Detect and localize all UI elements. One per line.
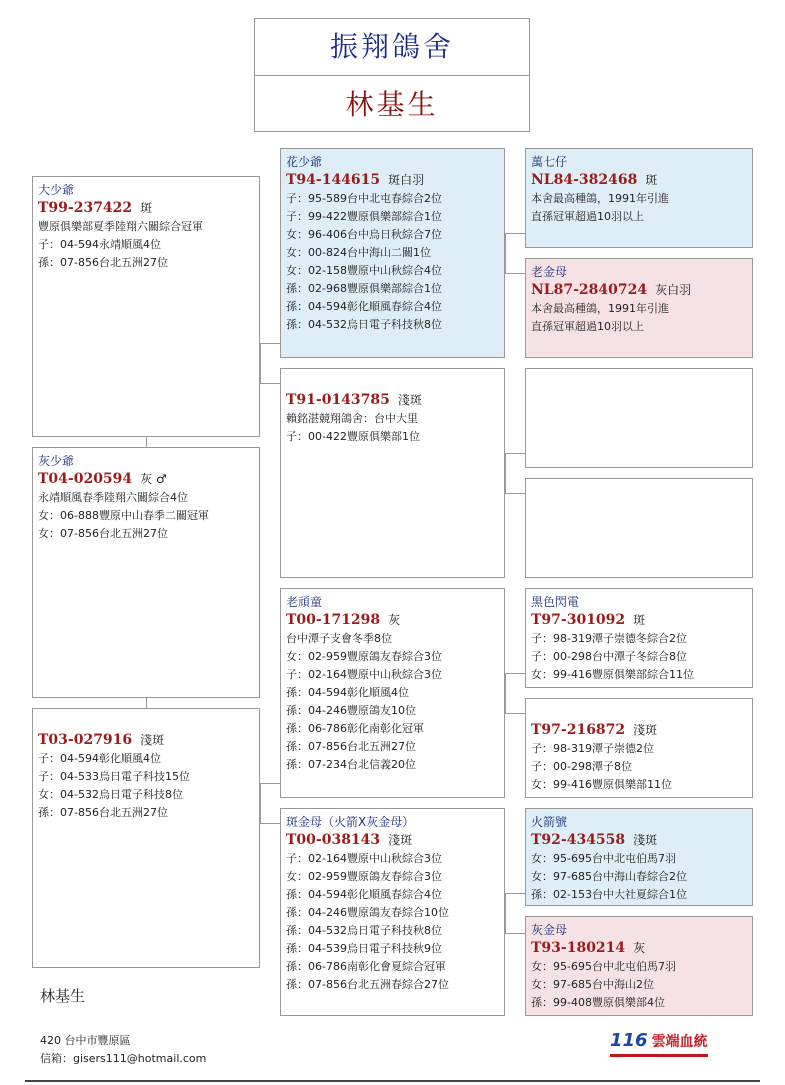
record-line: 女：97-685台中海山春綜合2位 — [531, 870, 687, 883]
record-line: 子：00-298潭子8位 — [531, 760, 632, 773]
record-line: 子：98-319潭子崇德冬綜合2位 — [531, 632, 687, 645]
record-line: 孫：04-594彰化順風春綜合4位 — [286, 888, 442, 901]
plumage-color: 灰白羽 — [655, 283, 692, 297]
connector — [260, 343, 261, 383]
ring-number: NL84-382468 — [531, 172, 638, 188]
bird-card-ggp8 — [525, 916, 753, 1016]
bird-card-ggp6 — [525, 698, 753, 798]
record-line: 孫：07-856台北五洲27位 — [38, 256, 168, 269]
record-line: 女：96-406台中烏日秋綜合7位 — [286, 228, 442, 241]
connector — [505, 893, 506, 933]
ring-number: T97-301092 — [531, 612, 626, 628]
ring-number: T03-027916 — [38, 732, 133, 748]
plumage-color: 淺斑 — [140, 733, 165, 747]
logo-text: 雲端血統 — [651, 1034, 708, 1050]
record-line: 直孫冠軍超過10羽以上 — [531, 210, 644, 223]
record-line: 女：02-158豐原中山秋綜合4位 — [286, 264, 442, 277]
record-line: 孫：99-408豐原俱樂部4位 — [531, 996, 665, 1009]
connector — [505, 713, 525, 714]
record-line: 孫：04-539烏日電子科技秋9位 — [286, 942, 442, 955]
ring-number: T94-144615 — [286, 172, 381, 188]
plumage-color: 淺斑 — [397, 393, 422, 407]
ring-number: NL87-2840724 — [531, 282, 648, 298]
bird-card-ggp3-empty — [525, 368, 753, 468]
brand-logo — [610, 1030, 708, 1051]
record-line: 子：04-594彰化順風4位 — [38, 752, 161, 765]
connector — [505, 673, 525, 674]
connector — [260, 343, 280, 344]
plumage-color: 斑 — [645, 173, 658, 187]
record-line: 孫：04-594彰化順風春綜合4位 — [286, 300, 442, 313]
bird-card-sire-sire — [32, 176, 260, 437]
record-line: 女：02-959豐原鴿友春綜合3位 — [286, 650, 442, 663]
plumage-color: 灰 ♂ — [140, 472, 167, 486]
header-box — [254, 18, 530, 132]
connector — [260, 823, 280, 824]
record-line: 豐原俱樂部夏季陸翔六關綜合冠軍 — [38, 220, 203, 233]
footer-address: 420 台中市豐原區 — [40, 1034, 131, 1047]
record-line: 孫：04-246豐原鴿友春綜合10位 — [286, 906, 449, 919]
ring-number: T92-434558 — [531, 832, 626, 848]
plumage-color: 灰 — [388, 613, 401, 627]
connector — [260, 383, 280, 384]
plumage-color: 淺斑 — [633, 833, 658, 847]
bird-nickname: 老金母 — [531, 265, 568, 279]
ring-number: T91-0143785 — [286, 392, 390, 408]
connector — [146, 698, 147, 708]
record-line: 孫：07-856台北五洲春綜合27位 — [286, 978, 449, 991]
bird-nickname: 灰金母 — [531, 923, 568, 937]
record-line: 本舍最高種鴿，1991年引進 — [531, 192, 669, 205]
record-line: 女：02-959豐原鴿友春綜合3位 — [286, 870, 442, 883]
connector — [505, 453, 525, 454]
connector — [260, 783, 261, 823]
record-line: 孫：04-594彰化順風4位 — [286, 686, 409, 699]
footer-contact — [40, 1032, 206, 1068]
record-line: 子：02-164豐原中山秋綜合3位 — [286, 668, 442, 681]
bird-card-ggp5 — [525, 588, 753, 688]
record-line: 孫：07-856台北五洲27位 — [38, 806, 168, 819]
plumage-color: 斑 — [140, 201, 153, 215]
bird-card-ggp2 — [525, 258, 753, 358]
record-line: 子：99-422豐原俱樂部綜合1位 — [286, 210, 442, 223]
bird-card-dam — [32, 708, 260, 968]
bird-nickname: 灰少爺 — [38, 454, 75, 468]
record-line: 女：06-888豐原中山春季二關冠軍 — [38, 509, 209, 522]
bird-card-ggp1 — [525, 148, 753, 248]
record-line: 子：02-164豐原中山秋綜合3位 — [286, 852, 442, 865]
record-line: 子：04-533烏日電子科技15位 — [38, 770, 190, 783]
bird-card-gp3 — [280, 588, 505, 798]
ring-number: T99-237422 — [38, 200, 133, 216]
record-line: 女：95-695台中北屯伯馬7羽 — [531, 960, 676, 973]
bird-nickname: 萬七仔 — [531, 155, 568, 169]
plumage-color: 斑 — [633, 613, 646, 627]
record-line: 女：04-532烏日電子科技8位 — [38, 788, 183, 801]
ring-number: T97-216872 — [531, 722, 626, 738]
record-line: 女：00-824台中海山二關1位 — [286, 246, 431, 259]
record-line: 女：97-685台中海山2位 — [531, 978, 654, 991]
bottom-divider — [25, 1080, 760, 1082]
connector — [260, 783, 280, 784]
bird-card-gp2 — [280, 368, 505, 578]
logo-underline — [610, 1054, 708, 1057]
connector — [505, 233, 506, 273]
record-line: 女：99-416豐原俱樂部綜合11位 — [531, 668, 694, 681]
record-line: 子：95-589台中北屯春綜合2位 — [286, 192, 442, 205]
plumage-color: 淺斑 — [388, 833, 413, 847]
footer-owner-name: 林基生 — [40, 987, 86, 1005]
record-line: 孫：04-246豐原鴿友10位 — [286, 704, 416, 717]
record-line: 孫：06-786南彰化會夏綜合冠軍 — [286, 960, 446, 973]
record-line: 直孫冠軍超過10羽以上 — [531, 320, 644, 333]
bird-nickname: 黑色閃電 — [531, 595, 580, 609]
record-line: 孫：07-234台北信義20位 — [286, 758, 416, 771]
record-line: 孫：02-153台中大社夏綜合1位 — [531, 888, 687, 901]
record-line: 孫：04-532烏日電子科技秋8位 — [286, 924, 442, 937]
owner-name: 林基生 — [345, 88, 439, 121]
record-line: 孫：07-856台北五洲27位 — [286, 740, 416, 753]
record-line: 女：07-856台北五洲27位 — [38, 527, 168, 540]
ring-number: T93-180214 — [531, 940, 626, 956]
connector — [505, 453, 506, 493]
plumage-color: 斑白羽 — [388, 173, 425, 187]
bird-card-ggp7 — [525, 808, 753, 906]
record-line: 子：04-594永靖順風4位 — [38, 238, 161, 251]
record-line: 女：95-695台中北屯伯馬7羽 — [531, 852, 676, 865]
bird-card-gp4 — [280, 808, 505, 1016]
loft-name: 振翔鴿舍 — [255, 19, 529, 76]
record-line: 子：00-422豐原俱樂部1位 — [286, 430, 420, 443]
record-line: 永靖順風春季陸翔六關綜合4位 — [38, 491, 188, 504]
bird-nickname: 花少爺 — [286, 155, 323, 169]
ring-number: T04-020594 — [38, 471, 133, 487]
record-line: 本舍最高種鴿，1991年引進 — [531, 302, 669, 315]
connector — [505, 233, 525, 234]
record-line: 台中潭子支會冬季8位 — [286, 632, 392, 645]
bird-nickname: 斑金母（火箭X灰金母） — [286, 815, 415, 829]
logo-number: 116 — [610, 1030, 648, 1051]
connector — [146, 437, 147, 447]
ring-number: T00-038143 — [286, 832, 381, 848]
bird-card-ggp4-empty — [525, 478, 753, 578]
ring-number: T00-171298 — [286, 612, 381, 628]
connector — [505, 493, 525, 494]
record-line: 賴銘湛競翔鴿舍：台中大里 — [286, 412, 418, 425]
connector — [505, 933, 525, 934]
record-line: 女：99-416豐原俱樂部11位 — [531, 778, 672, 791]
plumage-color: 灰 — [633, 941, 646, 955]
record-line: 孫：04-532烏日電子科技秋8位 — [286, 318, 442, 331]
connector — [505, 673, 506, 713]
connector — [505, 273, 525, 274]
record-line: 子：98-319潭子崇德2位 — [531, 742, 654, 755]
bird-nickname: 大少爺 — [38, 183, 75, 197]
record-line: 孫：06-786彰化南彰化冠軍 — [286, 722, 424, 735]
record-line: 孫：02-968豐原俱樂部綜合1位 — [286, 282, 442, 295]
bird-card-sire-dam — [32, 447, 260, 698]
record-line: 子：00-298台中潭子冬綜合8位 — [531, 650, 687, 663]
bird-nickname: 老頑童 — [286, 595, 323, 609]
footer-email[interactable]: 信箱：gisers111@hotmail.com — [40, 1052, 207, 1065]
bird-card-gp1 — [280, 148, 505, 358]
plumage-color: 淺斑 — [633, 723, 658, 737]
bird-nickname: 火箭號 — [531, 815, 568, 829]
connector — [505, 893, 525, 894]
